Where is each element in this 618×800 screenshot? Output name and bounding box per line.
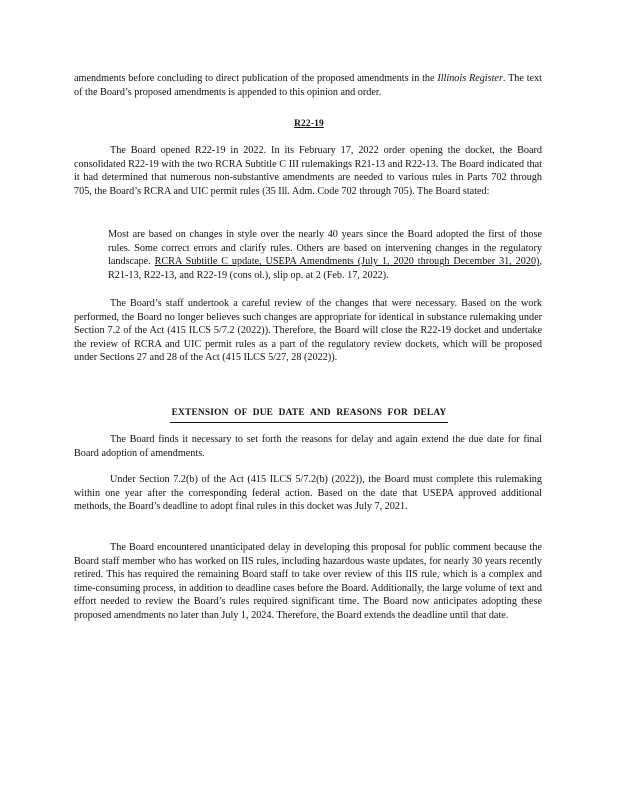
paragraph-staff-review: The Board’s staff undertook a careful review of the changes that were necessary. Based on the work performed, the Board no longer believes such changes are appropriate for identical in substance rulemaking under Section 7.2 of the Act (415 ILCS 5/7.2 (2022)). Therefore, the Board will close the R22-19 docket and undertake the review of RCRA and UIC permit rules as a part of the regulatory review dockets, which will be proposed under Sections 27 and 28 of the Act (415 ILCS 5/27, 28 (2022)). — [74, 298, 542, 364]
extension-heading — [0, 407, 618, 423]
paragraph-reasons-for-delay: The Board finds it necessary to set forth the reasons for delay and again extend the due date for final Board adoption of amendments. — [74, 434, 542, 459]
paragraph-board-opened: The Board opened R22-19 in 2022. In its February 17, 2022 order opening the docket, the Board consolidated R22-19 with the two RCRA Subtitle C III rulemakings R21-13 and R22-13. The Board indicated that it had determined that numerous non-substantive amendments are needed to various rules in Parts 702 through 705, the Board’s RCRA and UIC permit rules (35 Ill. Adm. Code 702 through 705). The Board stated: — [74, 145, 542, 197]
extension-heading-text: EXTENSION OF DUE DATE AND REASONS FOR DELAY — [170, 407, 449, 423]
quote-text-a: Most are based on changes in style over the nearly 40 years since the Board adopted the first of those rules. Some correct errors and clarify rules. Others are based on intervening changes in the regulatory landscape. — [108, 229, 542, 268]
paragraph-unanticipated-delay: The Board encountered unanticipated delay in developing this proposal for public comment because the Board staff member who has worked on IIS rules, including hazardous waste updates, for nearly 30 years recently retired. This has required the remaining Board staff to take over review of this IIS rule, which is a complex and time-consuming process, in addition to deadline cases before the Board. Additionally, the large volume of text and effort needed to review the Board’s rules required significant time. The Board now anticipates adopting these proposed amendments no later than July 1, 2024. Therefore, the Board extends the deadline until that date. — [74, 542, 542, 621]
docket-heading: R22-19 — [294, 119, 324, 129]
illinois-register-title: Illinois Register — [437, 73, 503, 84]
intro-paragraph — [74, 72, 542, 99]
quote-text-b: , R21-13, R22-13, and R22-19 (cons ol.), slip op. at 2 (Feb. 17, 2022). — [108, 256, 542, 281]
block-quote — [108, 228, 542, 282]
paragraph-section-7-2b: Under Section 7.2(b) of the Act (415 ILCS 5/7.2(b) (2022)), the Board must complete this rulemaking within one year after the corresponding federal action. Based on the date that USEPA approved additional methods, the Board’s deadline to adopt final rules in this docket was July 7, 2021. — [74, 474, 542, 513]
quote-citation-link: RCRA Subtitle C update, USEPA Amendments (July 1, 2020 through December 31, 2020) — [154, 256, 540, 268]
intro-text-a: amendments before concluding to direct publication of the proposed amendments in the — [74, 73, 438, 84]
intro-text-b: . The text of the Board’s proposed amendments is appended to this opinion and order. — [74, 73, 542, 98]
